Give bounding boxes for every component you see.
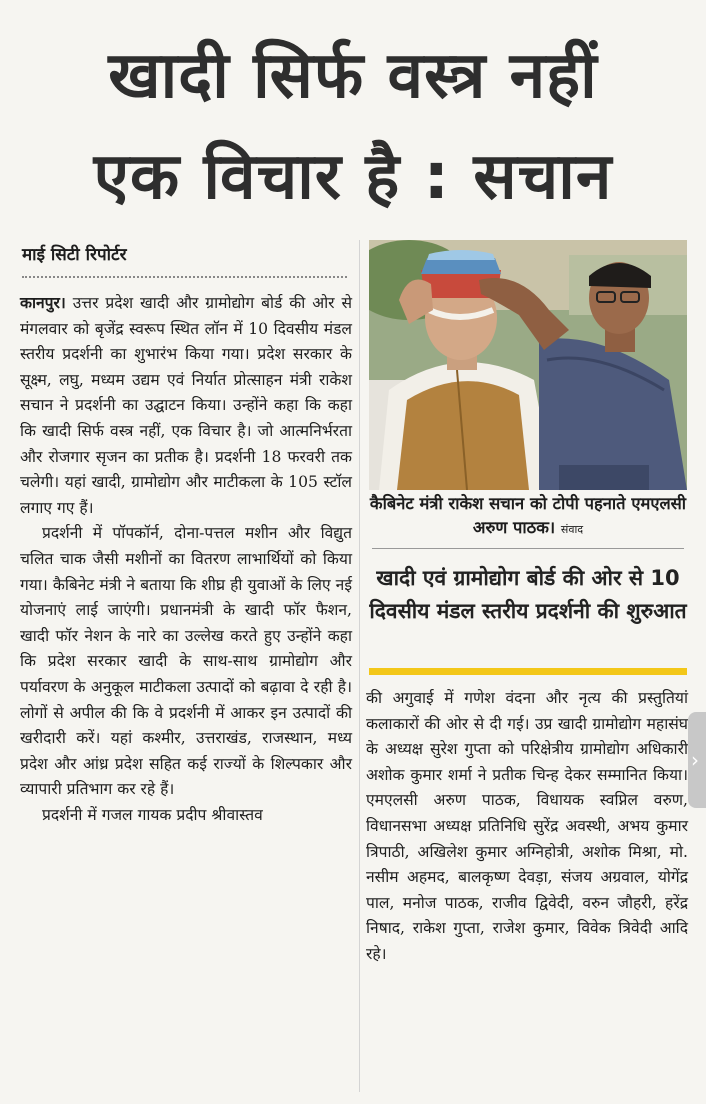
article-paragraph-3: प्रदर्शनी में गजल गायक प्रदीप श्रीवास्तव — [42, 805, 263, 824]
article-paragraph-1-text: उत्तर प्रदेश खादी और ग्रामोद्योग बोर्ड की ओर से मंगलवार को बृजेंद्र स्वरूप स्थित लॉन में 10 दिवसीय मंडल स्तरीय प्रदर्शनी का शुभारंभ किया गया। प्रदेश सरकार के सूक्ष्म, लघु, मध्यम उद्यम एवं निर्यात प्रोत्साहन मंत्री राकेश सचान ने प्रदर्शनी का उद्घाटन किया। उन्होंने कहा कि कहा कि खादी सिर्फ वस्त्र नहीं, एक विचार है। जो आत्मनिर्भरता और रोजगार सृजन का प्रतीक है। प्रदर्शनी 18 फरवरी तक चलेगी। यहां खादी, ग्रामोद्योग और माटीकला के 105 स्टॉल लगाए गए हैं। — [20, 294, 352, 517]
chevron-right-icon: › — [691, 748, 699, 772]
photo-image — [369, 240, 687, 490]
next-page-button[interactable] — [688, 712, 706, 808]
article-left-column — [20, 290, 352, 828]
byline-divider — [22, 276, 347, 278]
photo-caption — [369, 492, 687, 542]
headline-line-2: एक विचार है : सचान — [93, 140, 613, 214]
article-right-column — [366, 686, 688, 968]
article-paragraph-1 — [20, 290, 352, 521]
photo-caption-text: कैबिनेट मंत्री राकेश सचान को टोपी पहनाते एमएलसी अरुण पाठक। — [369, 494, 687, 537]
headline-line-1: खादी सिर्फ वस्त्र नहीं — [108, 39, 598, 113]
photo-credit: संवाद — [560, 523, 584, 536]
news-photo — [369, 240, 687, 490]
dateline: कानपुर। — [20, 293, 66, 312]
byline: माई सिटी रिपोर्टर — [22, 245, 127, 265]
subheadline: खादी एवं ग्रामोद्योग बोर्ड की ओर से 10 दिवसीय मंडल स्तरीय प्रदर्शनी की शुरुआत — [369, 566, 687, 623]
accent-bar — [369, 668, 687, 675]
column-divider — [359, 240, 360, 1092]
caption-divider — [372, 548, 684, 549]
article-paragraph-4: की अगुवाई में गणेश वंदना और नृत्य की प्रस्तुतियां कलाकारों की ओर से दी गई। उप्र खादी ग्रामोद्योग महासंघ के अध्यक्ष सुरेश गुप्ता को परिक्षेत्रीय ग्रामोद्योग अधिकारी अशोक कुमार शर्मा ने प्रतीक चिन्ह देकर सम्मानित किया। एमएलसी अरुण पाठक, विधायक स्वप्निल वरुण, विधानसभा अध्यक्ष प्रतिनिधि सुरेंद्र अवस्थी, अभय कुमार त्रिपाठी, अखिलेश कुमार अग्निहोत्री, अशोक मिश्रा, मो. नसीम अहमद, बालकृष्ण देवड़ा, संजय अग्रवाल, योगेंद्र पाल, मनोज पाठक, राजीव द्विवेदी, वरुन जौहरी, हरेंद्र निषाद, राकेश गुप्ता, राजेश कुमार, विवेक त्रिवेदी आदि रहे। — [366, 689, 688, 963]
article-paragraph-2: प्रदर्शनी में पॉपकॉर्न, दोना-पत्तल मशीन और विद्युत चलित चाक जैसी मशीनों का वितरण लाभार्थियों को किया गया। कैबिनेट मंत्री ने बताया कि शीघ्र ही युवाओं के लिए नई योजनाएं लाई जाएंगी। प्रधानमंत्री के खादी फॉर फैशन, खादी फॉर नेशन के नारे का उल्लेख करते हुए उन्होंने कहा कि प्रदेश सरकार खादी के साथ-साथ ग्रामोद्योग और पर्यावरण के अनुकूल माटीकला उत्पादों को बढ़ावा दे रही है। लोगों से अपील की कि वे प्रदर्शनी में आकर इन उत्पादों की खरीदारी करें। यहां कश्मीर, उत्तराखंड, राजस्थान, मध्य प्रदेश और आंध्र प्रदेश सहित कई राज्यों के शिल्पकार और व्यापारी प्रतिभाग कर रहे हैं। — [20, 524, 352, 799]
